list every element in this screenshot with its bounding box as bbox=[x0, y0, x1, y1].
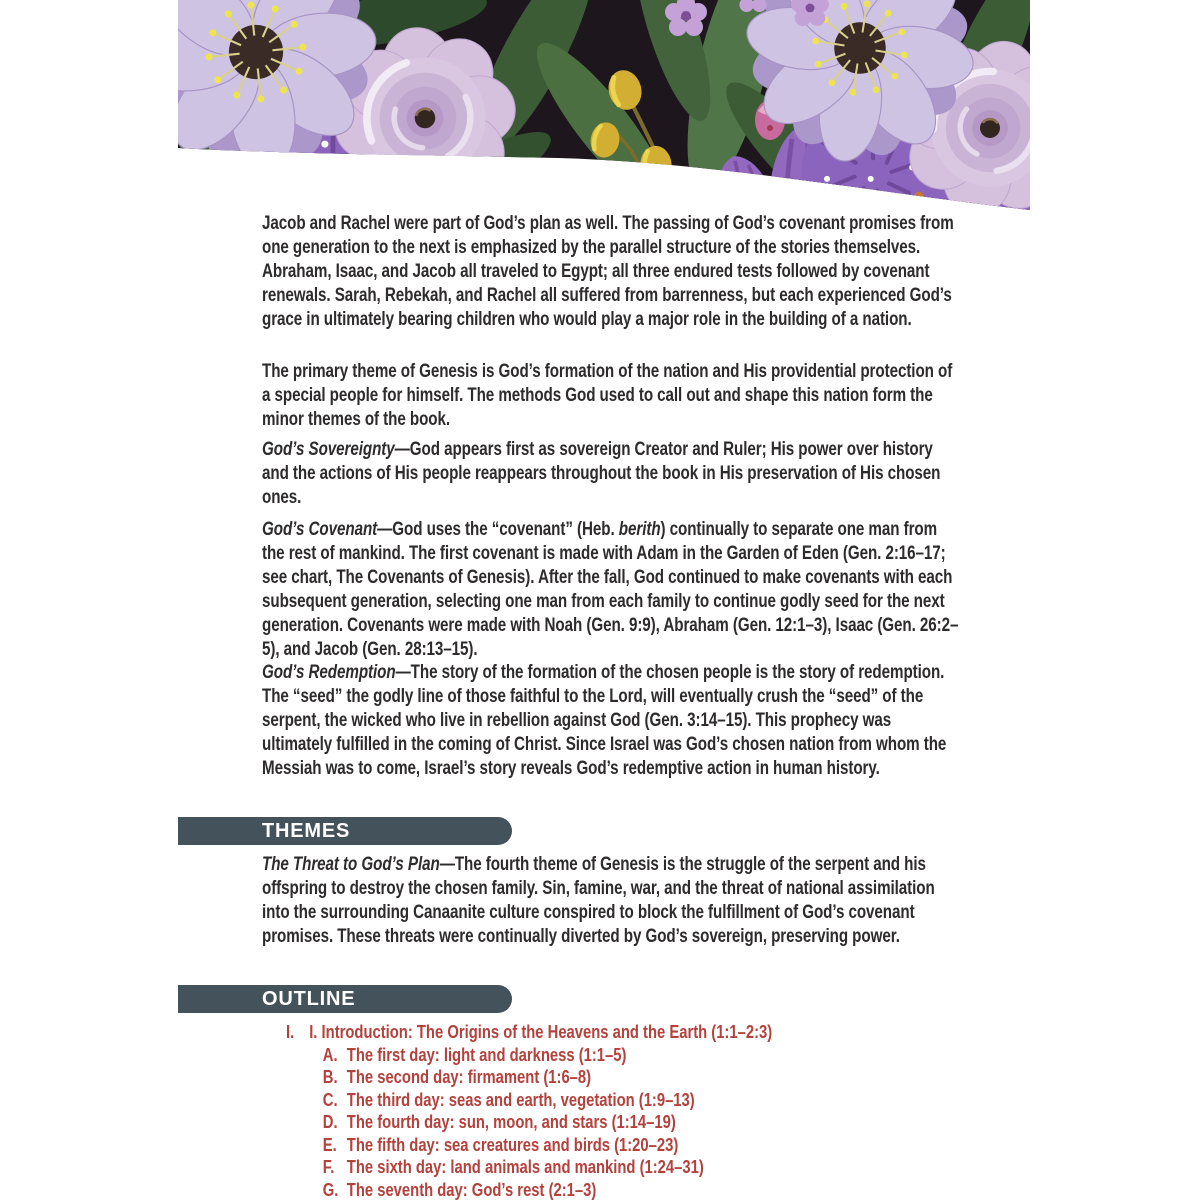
outline-item bbox=[262, 1134, 960, 1157]
themes-section-banner bbox=[178, 817, 512, 845]
outline-item-text: The third day: seas and earth, vegetation (1:9–13) bbox=[347, 1089, 960, 1112]
outline-list bbox=[262, 1021, 960, 1201]
paragraph-text: —God appears first as sovereign Creator and Ruler; His power over history and the actions of His people reappears throughout the book in His preservation of His chosen ones. bbox=[262, 439, 940, 508]
outline-item bbox=[262, 1111, 960, 1134]
outline-section-title: OUTLINE bbox=[178, 985, 512, 1013]
outline-item-letter: D. bbox=[323, 1111, 347, 1134]
floral-header-illustration bbox=[178, 0, 1030, 215]
outline-item bbox=[262, 1156, 960, 1179]
paragraph-text: —The fourth theme of Genesis is the struggle of the serpent and his offspring to destroy the chosen family. Sin, famine, war, and the threat of national assimilation into the surrounding Canaanite culture conspired to block the fulfillment of God’s covenant promises. These threats were continually diverted by God’s sovereign, preserving power. bbox=[262, 854, 935, 947]
paragraph-gods-sovereignty bbox=[262, 438, 960, 510]
paragraph-gods-redemption bbox=[262, 661, 960, 781]
paragraph-lead-in: God’s Covenant bbox=[262, 519, 377, 540]
outline-item-letter: A. bbox=[323, 1044, 347, 1067]
outline-item-text: The fifth day: sea creatures and birds (1:20–23) bbox=[347, 1134, 960, 1157]
themes-section-title: THEMES bbox=[178, 817, 512, 845]
paragraph-gods-covenant bbox=[262, 518, 960, 662]
outline-item-letter: B. bbox=[323, 1066, 347, 1089]
outline-item bbox=[262, 1066, 960, 1089]
outline-item bbox=[262, 1179, 960, 1201]
outline-item-text: The second day: firmament (1:6–8) bbox=[347, 1066, 960, 1089]
paragraph-text: —God uses the “covenant” (Heb. bbox=[377, 519, 619, 540]
outline-heading-row bbox=[262, 1021, 960, 1044]
outline-item-letter: G. bbox=[323, 1179, 347, 1201]
paragraph-text: —The story of the formation of the chosen people is the story of redemption. The “seed” the godly line of those faithful to the Lord, will eventually crush the “seed” of the serpent, the wicked who live in rebellion against God (Gen. 3:14–15). This prophecy was ultimately fulfilled in the coming of Christ. Since Israel was God’s chosen nation from whom the Messiah was to come, Israel’s story reveals God’s redemptive action in human history. bbox=[262, 662, 946, 779]
paragraph-threat-to-gods-plan bbox=[262, 853, 960, 949]
paragraph-text: Jacob and Rachel were part of God’s plan as well. The passing of God’s covenant promises from one generation to the next is emphasized by the parallel structure of the stories themselves. Abraham, Isaac, and Jacob all traveled to Egypt; all three endured tests followed by covenant renewals. Sarah, Rebekah, and Rachel all suffered from barrenness, but each experienced God’s grace in ultimately bearing children who would play a major role in the building of a nation. bbox=[262, 213, 954, 330]
outline-item-text: The first day: light and darkness (1:1–5) bbox=[347, 1044, 960, 1067]
hebrew-term: berith bbox=[619, 519, 661, 540]
outline-roman-marker: I. bbox=[286, 1021, 309, 1044]
outline-item bbox=[262, 1089, 960, 1112]
outline-item bbox=[262, 1044, 960, 1067]
paragraph-primary-theme bbox=[262, 360, 960, 432]
paragraph-lead-in: The Threat to God’s Plan bbox=[262, 854, 440, 875]
outline-item-text: The sixth day: land animals and mankind (1:24–31) bbox=[347, 1156, 960, 1179]
paragraph-text: The primary theme of Genesis is God’s formation of the nation and His providential protection of a special people for himself. The methods God used to call out and shape this nation form the minor themes of the book. bbox=[262, 361, 952, 430]
paragraph-lead-in: God’s Redemption bbox=[262, 662, 396, 683]
outline-heading-text: I. Introduction: The Origins of the Heavens and the Earth (1:1–2:3) bbox=[309, 1021, 959, 1044]
outline-item-letter: C. bbox=[323, 1089, 347, 1112]
outline-item-text: The seventh day: God’s rest (2:1–3) bbox=[347, 1179, 960, 1201]
outline-section-banner bbox=[178, 985, 512, 1013]
outline-item-letter: F. bbox=[323, 1156, 347, 1179]
paragraph-text: ) continually to separate one man from the rest of mankind. The first covenant is made with Adam in the Garden of Eden (Gen. 2:16–17; see chart, The Covenants of Genesis). After the fall, God continued to make covenants with each subsequent generation, selecting one man from each family to continue godly seed for the next generation. Covenants were made with Noah (Gen. 9:9), Abraham (Gen. 12:1–3), Isaac (Gen. 26:2–5), and Jacob (Gen. 28:13–15). bbox=[262, 519, 958, 660]
paragraph-jacob-rachel bbox=[262, 212, 960, 332]
outline-item-letter: E. bbox=[323, 1134, 347, 1157]
paragraph-lead-in: God’s Sovereignty bbox=[262, 439, 395, 460]
outline-item-text: The fourth day: sun, moon, and stars (1:14–19) bbox=[347, 1111, 960, 1134]
